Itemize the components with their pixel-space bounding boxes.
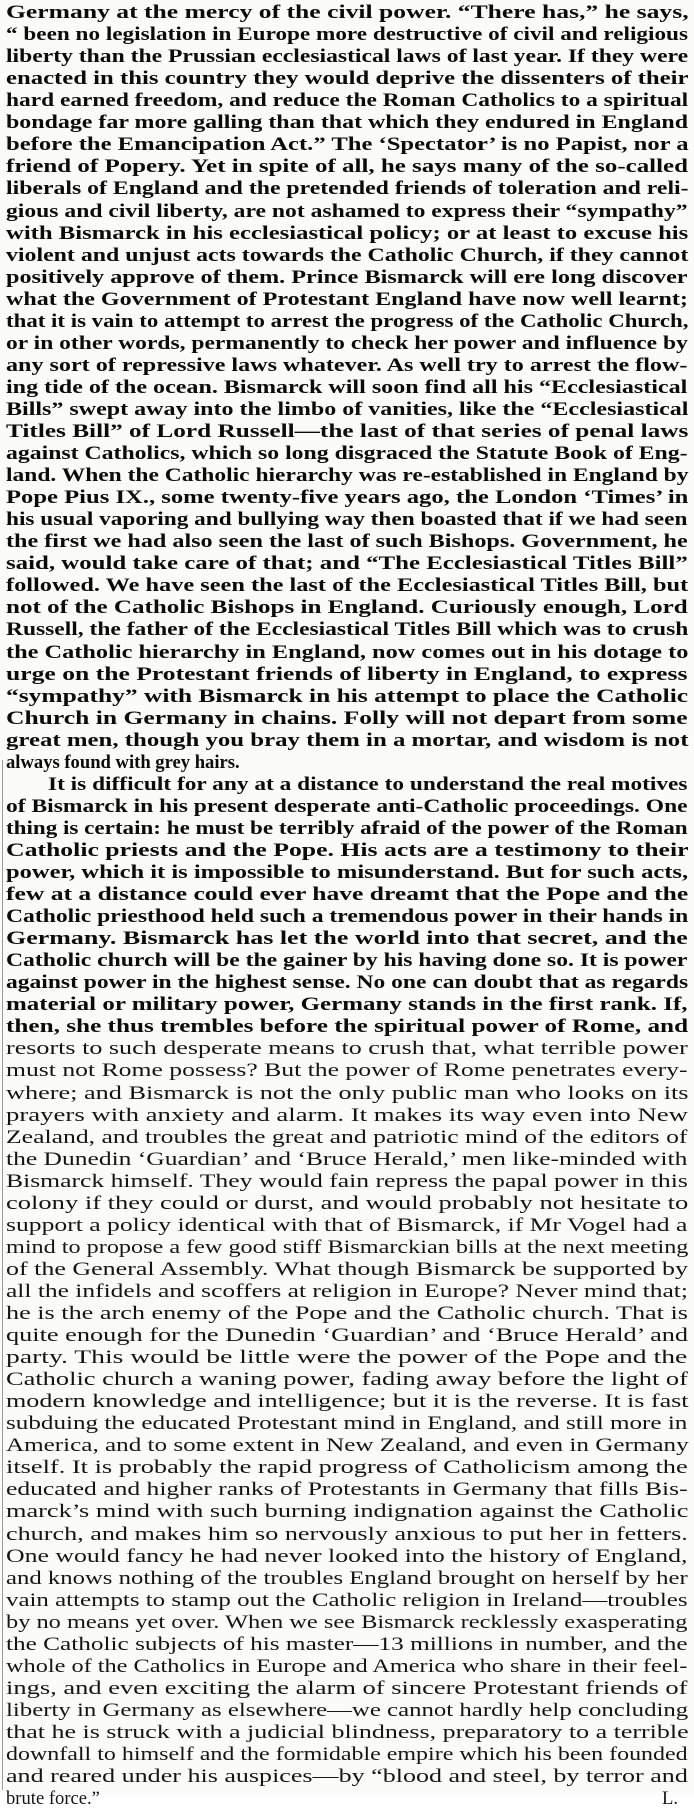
article-line: followed. We have seen the last of the Ecclesiastical Titles Bill, but — [6, 575, 689, 597]
article-line: said, would take care of that; and “The Ecclesiastical Titles Bill” — [6, 553, 688, 575]
article-line: Catholic church a waning power, fading away before the light of — [6, 1369, 688, 1391]
article-line: liberty in Germany as elsewhere—we cannot hardly help concluding — [6, 1699, 689, 1721]
article-line: quite enough for the Dunedin ‘Guardian’ and ‘Bruce Herald’ and — [6, 1325, 689, 1346]
article-line: against power in the highest sense. No one can doubt that as regards — [6, 972, 689, 994]
article-line: prayers with anxiety and alarm. It makes its way even into New — [6, 1104, 688, 1126]
article-line: Bismarck himself. They would fain repress the papal power in this — [6, 1170, 688, 1192]
article-line: of the General Assembly. What though Bismarck be supported by — [6, 1258, 688, 1280]
article-line: where; and Bismarck is not the only public man who looks on its — [6, 1082, 689, 1104]
article-line: Church in Germany in chains. Folly will not depart from some — [6, 707, 688, 729]
article-line: church, and makes him so nervously anxious to put her in fetters. — [6, 1523, 688, 1545]
article-line: “ been no legislation in Europe more destructive of civil and religious — [6, 24, 688, 46]
article-line: any sort of repressive laws whatever. As well try to arrest the flow- — [6, 354, 688, 376]
article-line: bondage far more galling than that which they endured in England — [6, 112, 689, 134]
article-line: ings, and even exciting the alarm of sincere Protestant friends of — [6, 1677, 688, 1699]
article-line: positively approve of them. Prince Bismarck will ere long discover — [6, 266, 688, 288]
article-line: modern knowledge and intelligence; but it is the reverse. It is fast — [6, 1391, 689, 1413]
article-line: against Catholics, which so long disgraced the Statute Book of Eng- — [6, 443, 688, 464]
article-line: itself. It is probably the rapid progress of Catholicism among the — [6, 1457, 688, 1479]
article-line: then, she thus trembles before the spiritual power of Rome, and — [6, 1016, 689, 1038]
article-line: land. When the Catholic hierarchy was re-established in England by — [6, 465, 689, 487]
article-line: by no means yet over. When we see Bismarck recklessly exasperating — [6, 1611, 688, 1633]
article-line: great men, though you bray them in a mortar, and wisdom is not — [6, 729, 689, 751]
signature-initial: L. — [662, 1788, 679, 1809]
article-line: he is the arch enemy of the Pope and the Catholic church. That is — [6, 1303, 688, 1324]
article-line: hard earned freedom, and reduce the Roman Catholics to a spiritual — [6, 90, 689, 112]
article-line: Russell, the father of the Ecclesiastical Titles Bill which was to crush — [6, 619, 689, 641]
article-line: must not Rome possess? But the power of Rome penetrates every- — [6, 1060, 688, 1082]
article-line: always found with grey hairs. — [6, 751, 240, 773]
article-line: whole of the Catholics in Europe and America who share in their feel- — [6, 1655, 688, 1677]
article-line: Catholic priests and the Pope. His acts are a testimony to their — [6, 839, 689, 861]
article-line: the Catholic subjects of his master—13 millions in number, and the — [6, 1633, 688, 1655]
article-line: ing tide of the ocean. Bismarck will soon find all his “Ecclesiastical — [6, 376, 688, 398]
article-line: support a policy identical with that of Bismarck, if Mr Vogel had a — [6, 1214, 688, 1236]
article-line: material or military power, Germany stands in the first rank. If, — [6, 994, 688, 1016]
article-line: friend of Popery. Yet in spite of all, he says many of the so-called — [6, 156, 689, 178]
article-line: downfall to himself and the formidable empire which his been founded — [6, 1744, 688, 1765]
article-line: gious and civil liberty, are not ashamed to express their “sympathy” — [6, 200, 688, 222]
article-line: the first we had also seen the last of such Bishops. Government, he — [6, 531, 688, 553]
article-line: the Dunedin ‘Guardian’ and ‘Bruce Herald,’ men like-minded with — [6, 1148, 688, 1170]
article-line: Germany at the mercy of the civil power. “There has,” he says, — [6, 2, 689, 23]
article-line: “sympathy” with Bismarck in his attempt to place the Catholic — [6, 685, 689, 707]
article-line: America, and to some extent in New Zealand, and even in Germany — [6, 1435, 689, 1457]
article-line: marck’s mind with such burning indignation against the Catholic — [6, 1501, 689, 1523]
article-line: his usual vaporing and bullying way then boasted that if we had seen — [6, 509, 688, 531]
article-line: subduing the educated Protestant mind in England, and still more in — [6, 1413, 688, 1435]
article-line: and reared under his auspices—by “blood and steel, by terror and — [6, 1766, 688, 1787]
article-line: the Catholic hierarchy in England, now comes out in his dotage to — [6, 641, 689, 663]
article-line: not of the Catholic Bishops in England. Curiously enough, Lord — [6, 597, 688, 619]
article-line: few at a distance could ever have dreamt that the Pope and the — [6, 884, 689, 905]
article-line: Zealand, and troubles the great and patriotic mind of the editors of — [6, 1126, 688, 1148]
article-line: violent and unjust acts towards the Catholic Church, if they cannot — [6, 244, 689, 266]
column-edge-rule — [2, 760, 3, 1790]
article-line: One would fancy he had never looked into the history of England, — [6, 1545, 688, 1567]
article-line: educated and higher ranks of Protestants in Germany that fills Bis- — [6, 1479, 688, 1501]
article-line: or in other words, permanently to check her power and influence by — [6, 332, 688, 354]
article-line: and knows nothing of the troubles England brought on herself by her — [6, 1567, 688, 1589]
article-line: Germany. Bismarck has let the world into that secret, and the — [6, 928, 688, 950]
article-line: of Bismarck in his present desperate anti-Catholic proceedings. One — [6, 795, 688, 817]
article-line: vain attempts to stamp out the Catholic religion in Ireland—troubles — [6, 1589, 688, 1611]
article-line: Bills” swept away into the limbo of vanities, like the “Ecclesiastical — [6, 398, 689, 420]
article-line: power, which it is impossible to misunderstand. But for such acts, — [6, 862, 689, 883]
article-line: that he is struck with a judicial blindness, preparatory to a terrible — [6, 1721, 689, 1743]
article-line: with Bismarck in his ecclesiastical policy; or at least to excuse his — [6, 222, 689, 244]
article-line: Titles Bill” of Lord Russell—the last of that series of penal laws — [6, 420, 689, 442]
article-line: resorts to such desperate means to crush that, what terrible power — [6, 1038, 688, 1060]
article-line: that it is vain to attempt to arrest the progress of the Catholic Church, — [6, 310, 689, 332]
article-line: Catholic church will be the gainer by his having done so. It is power — [6, 950, 688, 972]
article-line: thing is certain: he must be terribly afraid of the power of the Roman — [6, 817, 688, 839]
article-line: colony if they could or durst, and would probably not hesitate to — [6, 1192, 689, 1214]
article-line: liberty than the Prussian ecclesiastical laws of last year. If they were — [6, 46, 689, 68]
article-line: before the Emancipation Act.” The ‘Spectator’ is no Papist, nor a — [6, 134, 689, 156]
article-line: enacted in this country they would deprive the dissenters of their — [6, 68, 689, 90]
article-line: what the Government of Protestant England have now well learnt; — [6, 288, 688, 310]
article-line: urge on the Protestant friends of liberty in England, to express — [6, 663, 688, 685]
article-line: It is difficult for any at a distance to understand the real motives — [48, 773, 688, 795]
article-line: Catholic priesthood held such a tremendous power in their hands in — [6, 906, 689, 928]
article-line: brute force.” — [6, 1788, 100, 1809]
article-line: party. This would be little were the power of the Pope and the — [6, 1347, 688, 1368]
article-line: liberals of England and the pretended friends of toleration and reli- — [6, 178, 689, 200]
article-line: Pope Pius IX., some twenty-five years ago, the London ‘Times’ in — [6, 487, 689, 509]
article-line: all the infidels and scoffers at religion in Europe? Never mind that; — [6, 1280, 688, 1302]
article-line: mind to propose a few good stiff Bismarckian bills at the next meeting — [6, 1236, 689, 1258]
